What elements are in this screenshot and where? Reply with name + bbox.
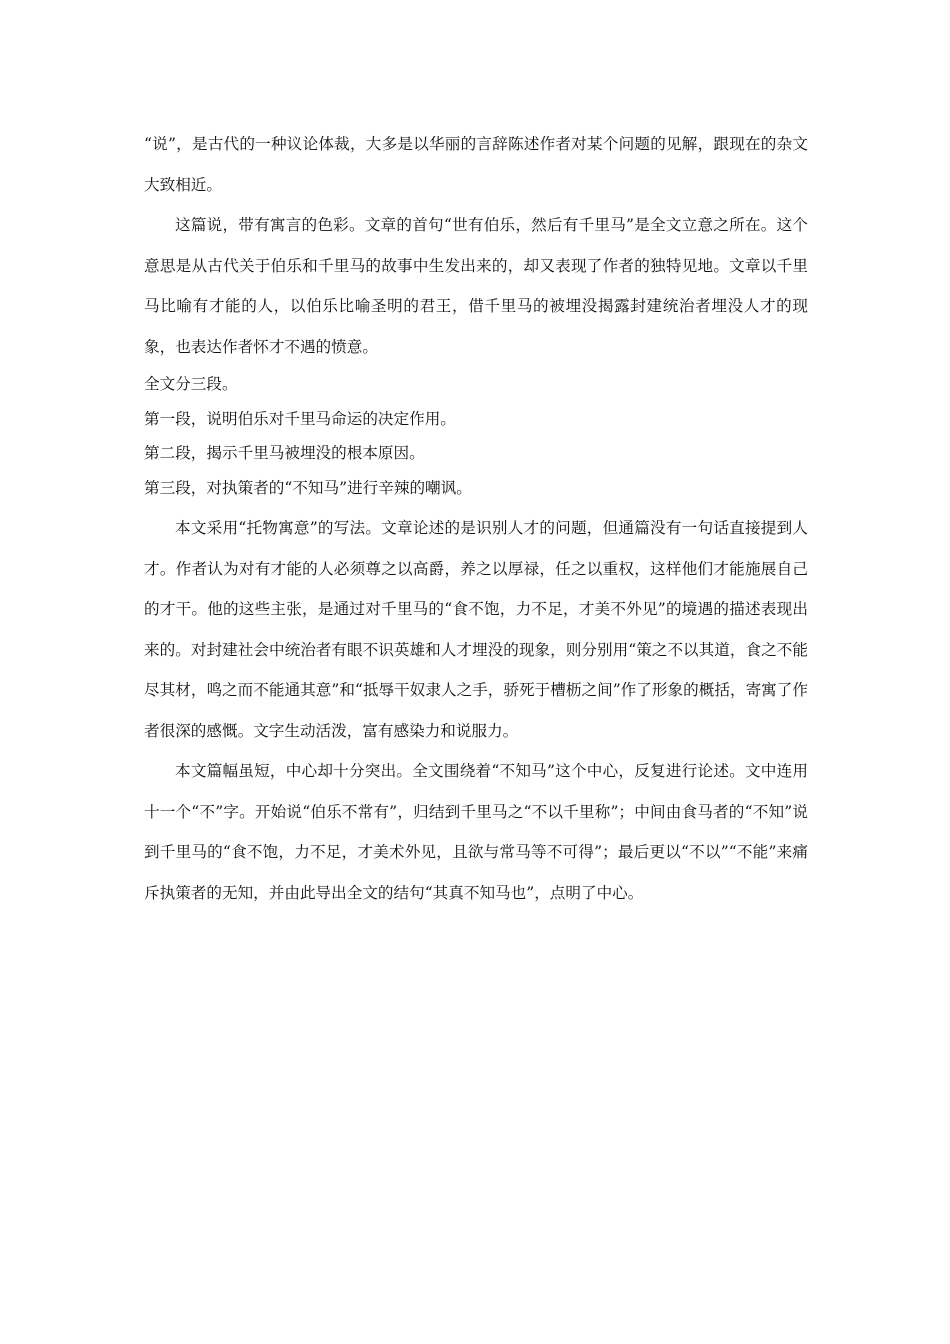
paragraph-section-two: 第二段，揭示千里马被埋没的根本原因。 <box>144 444 425 462</box>
paragraph-theme: 这篇说，带有寓言的色彩。文章的首句“世有伯乐，然后有千里马”是全文立意之所在。这个意思是从古代关于伯乐和千里马的故事中生发出来的，却又表现了作者的独特见地。文章以千里马比喻有才能的人，以伯乐比喻圣明的君王，借千里马的被埋没揭露封建统治者埋没人才的现象，也表达作者怀才不遇的愤意。 <box>144 216 808 356</box>
paragraph-technique: 本文采用“托物寓意”的写法。文章论述的是识别人才的问题，但通篇没有一句话直接提到人才。作者认为对有才能的人必须尊之以高爵，养之以厚禄，任之以重权，这样他们才能施展自己的才干。他的这些主张，是通过对千里马的“食不饱，力不足，才美不外见”的境遇的描述表现出来的。对封建社会中统治者有眼不识英雄和人才埋没的现象，则分别用“策之不以其道，食之不能尽其材，鸣之而不能通其意”和“抵辱干奴隶人之手，骄死于槽枥之间”作了形象的概括，寄寓了作者很深的感慨。文字生动活泼，富有感染力和说服力。 <box>144 519 808 740</box>
paragraph-center: 本文篇幅虽短，中心却十分突出。全文围绕着“不知马”这个中心，反复进行论述。文中连用十一个“不”字。开始说“伯乐不常有”，归结到千里马之“不以千里称”；中间由食马者的“不知”说到千里马的“食不饱，力不足，才美术外见，且欲与常马等不可得”；最后更以“不以”“不能”来痛斥执策者的无知，并由此导出全文的结句“其真不知马也”，点明了中心。 <box>144 762 808 902</box>
paragraph-structure: 全文分三段。 <box>144 375 238 393</box>
document-body <box>144 124 808 913</box>
paragraph-section-three: 第三段，对执策者的“不知马”进行辛辣的嘲讽。 <box>144 478 472 497</box>
paragraph-section-one: 第一段，说明伯乐对千里马命运的决定作用。 <box>144 409 456 428</box>
paragraph-intro: “说”，是古代的一种议论体裁，大多是以华丽的言辞陈述作者对某个问题的见解，跟现在的杂文大致相近。 <box>144 135 808 194</box>
